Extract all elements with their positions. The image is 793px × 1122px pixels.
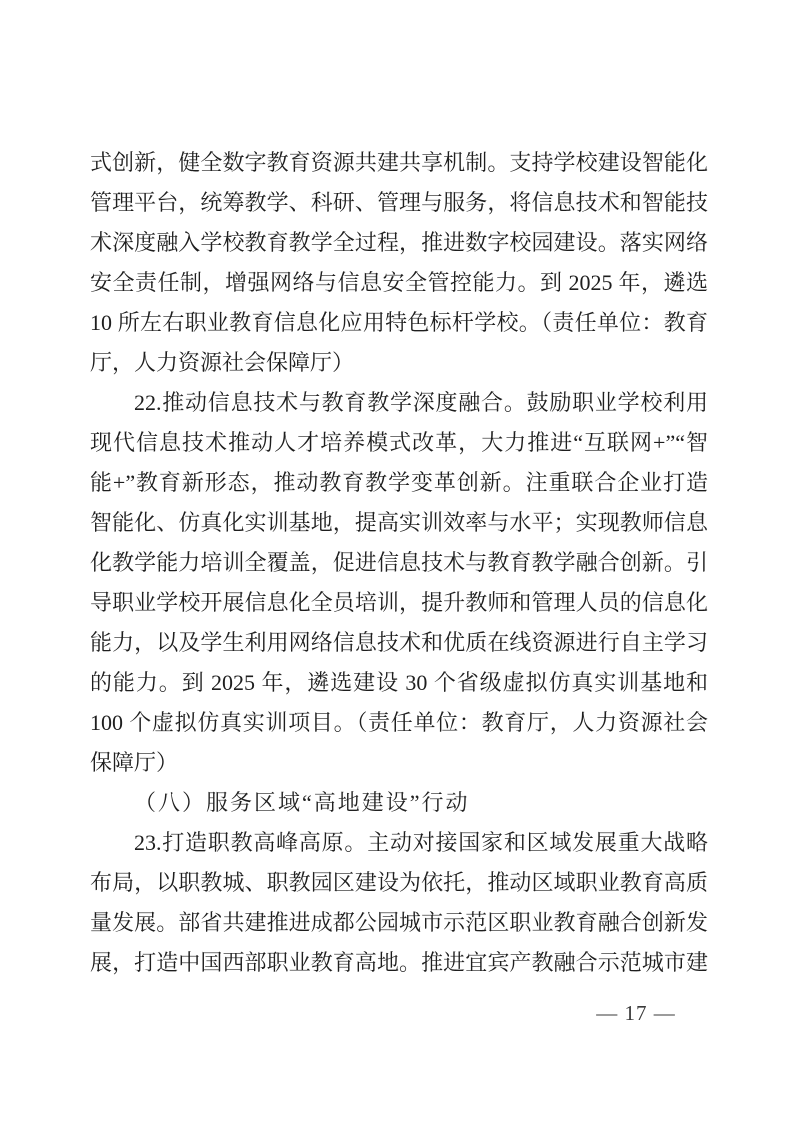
text-line: 导职业学校开展信息化全员培训，提升教师和管理人员的信息化: [90, 590, 708, 615]
text-line: 的能力。到 2025 年，遴选建设 30 个省级虚拟仿真实训基地和: [90, 670, 708, 695]
text-line: 安全责任制，增强网络与信息安全管控能力。到 2025 年，遴选: [90, 270, 708, 295]
paragraph-21-continuation: [90, 143, 708, 383]
text-line: 布局，以职教城、职教园区建设为依托，推动区域职业教育高质: [90, 870, 708, 895]
text-line: 量发展。部省共建推进成都公园城市示范区职业教育融合创新发: [90, 910, 708, 935]
text-line: 23.打造职教高峰高原。主动对接国家和区域发展重大战略: [134, 830, 708, 855]
text-line: 管理平台，统筹教学、科研、管理与服务，将信息技术和智能技: [90, 190, 708, 215]
text-block: [90, 143, 708, 983]
text-line: 展，打造中国西部职业教育高地。推进宜宾产教融合示范城市建: [90, 950, 708, 975]
paragraph-23: [90, 823, 708, 983]
text-line: 10 所左右职业教育信息化应用特色标杆学校。（责任单位：教育: [90, 310, 708, 335]
text-line: （八）服务区域“高地建设”行动: [134, 790, 470, 815]
text-line: 厅，人力资源社会保障厅）: [90, 350, 355, 375]
text-line: 现代信息技术推动人才培养模式改革，大力推进“互联网+”“智: [90, 430, 708, 455]
text-line: 化教学能力培训全覆盖，促进信息技术与教育教学融合创新。引: [90, 550, 708, 575]
text-line: 22.推动信息技术与教育教学深度融合。鼓励职业学校利用: [134, 390, 708, 415]
text-line: 能力，以及学生利用网络信息技术和优质在线资源进行自主学习: [90, 630, 708, 655]
text-line: 智能化、仿真化实训基地，提高实训效率与水平；实现教师信息: [90, 510, 708, 535]
section-heading-8: [90, 783, 708, 823]
paragraph-22: [90, 383, 708, 783]
text-line: 保障厅）: [90, 750, 179, 775]
text-line: 式创新，健全数字教育资源共建共享机制。支持学校建设智能化: [90, 150, 708, 175]
text-line: 能+”教育新形态，推动教育教学变革创新。注重联合企业打造: [90, 470, 708, 495]
page-number: — 17 —: [596, 1001, 676, 1025]
text-line: 100 个虚拟仿真实训项目。（责任单位：教育厅，人力资源社会: [90, 710, 708, 735]
text-line: 术深度融入学校教育教学全过程，推进数字校园建设。落实网络: [90, 230, 708, 255]
